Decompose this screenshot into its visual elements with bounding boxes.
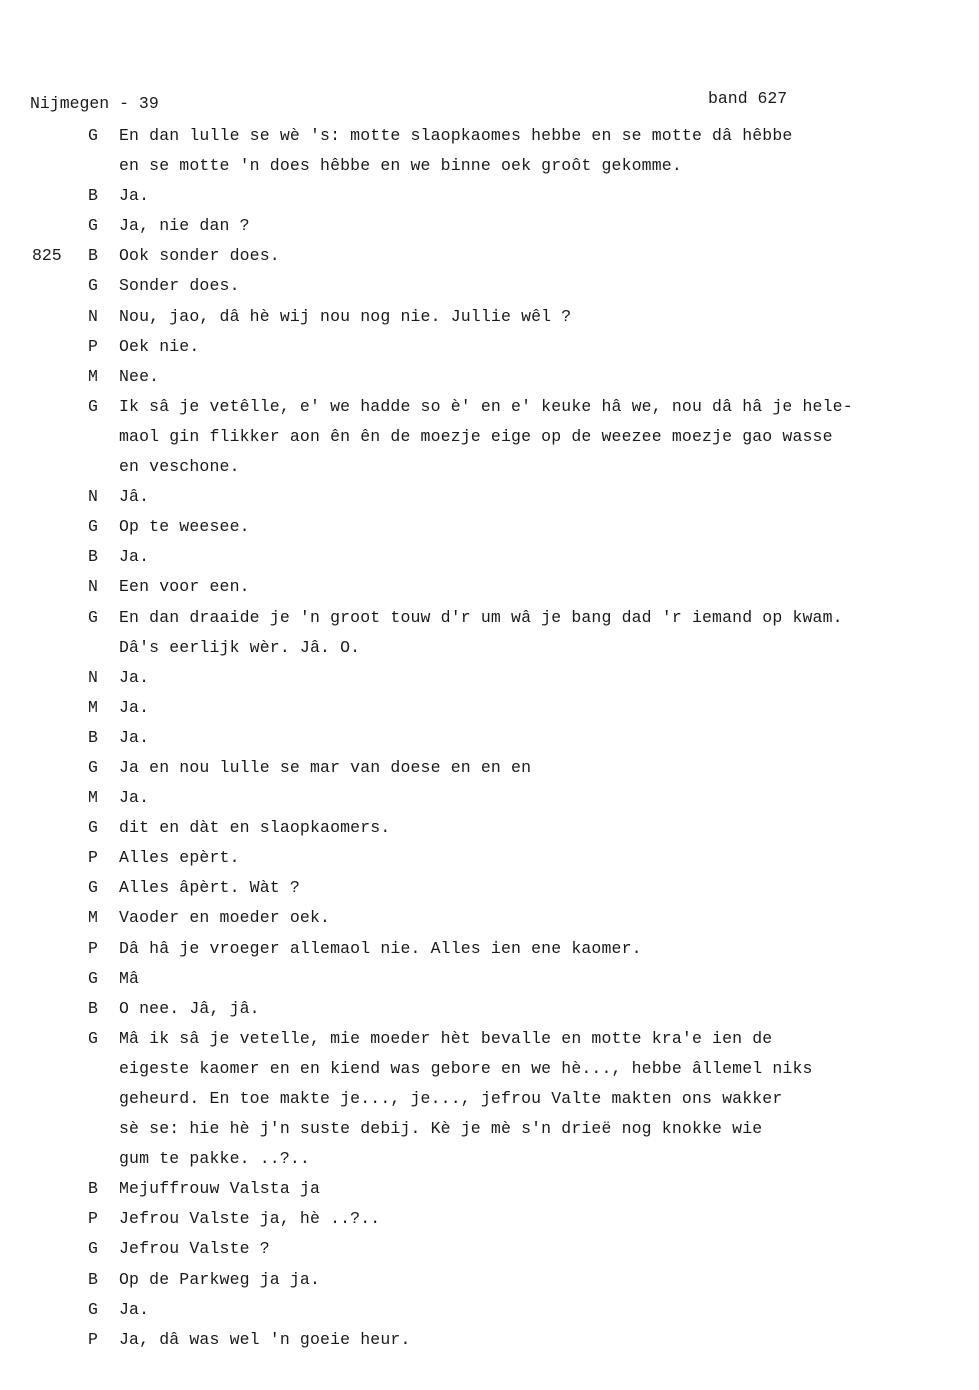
utterance-text: Ja en nou lulle se mar van doese en en en xyxy=(119,757,532,777)
transcript-line xyxy=(0,1295,979,1325)
utterance-text: Ik sâ je vetêlle, e' we hadde so è' en e' keuke hâ we, nou dâ hâ je hele- xyxy=(119,396,853,416)
utterance-text: en se motte 'n does hêbbe en we binne oek groôt gekomme. xyxy=(119,156,682,176)
transcript-line xyxy=(0,452,979,482)
transcript-line xyxy=(0,1265,979,1295)
utterance-text: geheurd. En toe makte je..., je..., jefrou Valte makten ons wakker xyxy=(119,1089,783,1108)
speaker-label: G xyxy=(88,1028,98,1048)
utterance-text: en veschone. xyxy=(119,457,240,477)
utterance-text: Jefrou Valste ja, hè ..?.. xyxy=(119,1209,381,1229)
transcript-line xyxy=(0,151,979,181)
transcript-line xyxy=(0,964,979,994)
utterance-text: Dâ hâ je vroeger allemaol nie. Alles ien ene kaomer. xyxy=(119,938,642,958)
utterance-text: Ja. xyxy=(119,667,150,687)
transcript-line xyxy=(0,663,979,693)
transcript-line xyxy=(0,843,979,873)
speaker-label: N xyxy=(88,306,98,326)
transcript-line xyxy=(0,633,979,663)
utterance-text: Alles epèrt. xyxy=(119,848,240,868)
page-header-location: Nijmegen - 39 xyxy=(30,94,159,113)
transcript-line xyxy=(0,723,979,753)
speaker-label: M xyxy=(88,788,98,808)
transcript-line xyxy=(0,1325,979,1355)
utterance-text: Ja, dâ was wel 'n goeie heur. xyxy=(119,1329,411,1349)
transcript-line xyxy=(0,693,979,723)
utterance-text: Mâ xyxy=(119,968,140,988)
utterance-text: sè se: hie hè j'n suste debij. Kè je mè s'n drieë nog knokke wie xyxy=(119,1119,763,1139)
transcript-line xyxy=(0,332,979,362)
utterance-text: Nee. xyxy=(119,366,160,386)
speaker-label: P xyxy=(88,938,98,958)
speaker-label: P xyxy=(88,848,98,868)
speaker-label: G xyxy=(88,878,98,898)
utterance-text: Ja. xyxy=(119,788,150,808)
utterance-text: Mejuffrouw Valsta ja xyxy=(119,1179,321,1199)
transcript-line xyxy=(0,241,979,271)
utterance-text: Ook sonder does. xyxy=(119,246,280,266)
transcript-line xyxy=(0,1174,979,1204)
utterance-text: gum te pakke. ..?.. xyxy=(119,1149,310,1169)
transcript-line xyxy=(0,271,979,301)
transcript-line xyxy=(0,603,979,633)
transcript-line xyxy=(0,512,979,542)
speaker-label: B xyxy=(88,186,98,206)
speaker-label: B xyxy=(88,547,98,567)
speaker-label: M xyxy=(88,697,98,717)
utterance-text: Ja. xyxy=(119,186,150,206)
utterance-text: Jefrou Valste ? xyxy=(119,1239,270,1259)
utterance-text: O nee. Jâ, jâ. xyxy=(119,998,260,1018)
utterance-text: dit en dàt en slaopkaomers. xyxy=(119,818,391,838)
transcript-line xyxy=(0,903,979,933)
speaker-label: G xyxy=(88,276,98,296)
utterance-text: Ja. xyxy=(119,697,150,717)
utterance-text: Ja. xyxy=(119,727,150,747)
transcript-line xyxy=(0,302,979,332)
speaker-label: G xyxy=(88,396,98,416)
transcript-line xyxy=(0,482,979,512)
transcript-line xyxy=(0,1204,979,1234)
transcript-line xyxy=(0,1084,979,1114)
transcript-line xyxy=(0,121,979,151)
transcript-line xyxy=(0,1234,979,1264)
speaker-label: B xyxy=(88,727,98,747)
utterance-text: Alles âpèrt. Wàt ? xyxy=(119,878,300,898)
transcript-line xyxy=(0,753,979,783)
speaker-label: N xyxy=(88,577,98,597)
speaker-label: M xyxy=(88,908,98,928)
speaker-label: P xyxy=(88,336,98,356)
transcript-line xyxy=(0,1114,979,1144)
utterance-text: Op te weesee. xyxy=(119,517,250,537)
line-number: 825 xyxy=(32,246,62,266)
transcript-line xyxy=(0,813,979,843)
speaker-label: M xyxy=(88,366,98,386)
speaker-label: G xyxy=(88,968,98,988)
transcript-line xyxy=(0,211,979,241)
utterance-text: Vaoder en moeder oek. xyxy=(119,908,331,928)
transcript-line xyxy=(0,873,979,903)
transcript-line xyxy=(0,542,979,572)
transcript-line xyxy=(0,934,979,964)
utterance-text: En dan draaide je 'n groot touw d'r um wâ je bang dad 'r iemand op kwam. xyxy=(119,607,843,627)
transcript-line xyxy=(0,994,979,1024)
utterance-text: Ja. xyxy=(119,547,150,567)
speaker-label: G xyxy=(88,126,98,145)
speaker-label: G xyxy=(88,757,98,777)
speaker-label: B xyxy=(88,1179,98,1199)
utterance-text: maol gin flikker aon ên ên de moezje eige op de weezee moezje gao wasse xyxy=(119,426,833,446)
utterance-text: Op de Parkweg ja ja. xyxy=(119,1269,321,1289)
transcript-line xyxy=(0,362,979,392)
transcript-line xyxy=(0,392,979,422)
transcript-line xyxy=(0,1144,979,1174)
utterance-text: Oek nie. xyxy=(119,336,200,356)
transcript-line xyxy=(0,181,979,211)
utterance-text: Jâ. xyxy=(119,487,150,507)
speaker-label: G xyxy=(88,818,98,838)
utterance-text: Ja, nie dan ? xyxy=(119,216,250,236)
transcript-line xyxy=(0,783,979,813)
speaker-label: G xyxy=(88,216,98,236)
speaker-label: G xyxy=(88,607,98,627)
speaker-label: G xyxy=(88,1239,98,1259)
page-header-tape: band 627 xyxy=(708,89,788,108)
speaker-label: G xyxy=(88,1299,98,1319)
utterance-text: eigeste kaomer en en kiend was gebore en we hè..., hebbe âllemel niks xyxy=(119,1058,813,1078)
speaker-label: P xyxy=(88,1329,98,1349)
transcript-line xyxy=(0,1024,979,1054)
speaker-label: G xyxy=(88,517,98,537)
utterance-text: Nou, jao, dâ hè wij nou nog nie. Jullie wêl ? xyxy=(119,306,572,326)
utterance-text: Mâ ik sâ je vetelle, mie moeder hèt bevalle en motte kra'e ien de xyxy=(119,1028,773,1048)
speaker-label: N xyxy=(88,667,98,687)
speaker-label: B xyxy=(88,998,98,1018)
speaker-label: B xyxy=(88,246,98,266)
utterance-text: Een voor een. xyxy=(119,577,250,597)
transcript-line xyxy=(0,1054,979,1084)
utterance-text: Dâ's eerlijk wèr. Jâ. O. xyxy=(119,637,361,657)
utterance-text: Sonder does. xyxy=(119,276,240,296)
utterance-text: Ja. xyxy=(119,1299,150,1319)
transcript-body xyxy=(0,121,979,1355)
utterance-text: En dan lulle se wè 's: motte slaopkaomes hebbe en se motte dâ hêbbe xyxy=(119,126,793,145)
speaker-label: N xyxy=(88,487,98,507)
speaker-label: P xyxy=(88,1209,98,1229)
transcript-line xyxy=(0,572,979,602)
speaker-label: B xyxy=(88,1269,98,1289)
transcript-line xyxy=(0,422,979,452)
